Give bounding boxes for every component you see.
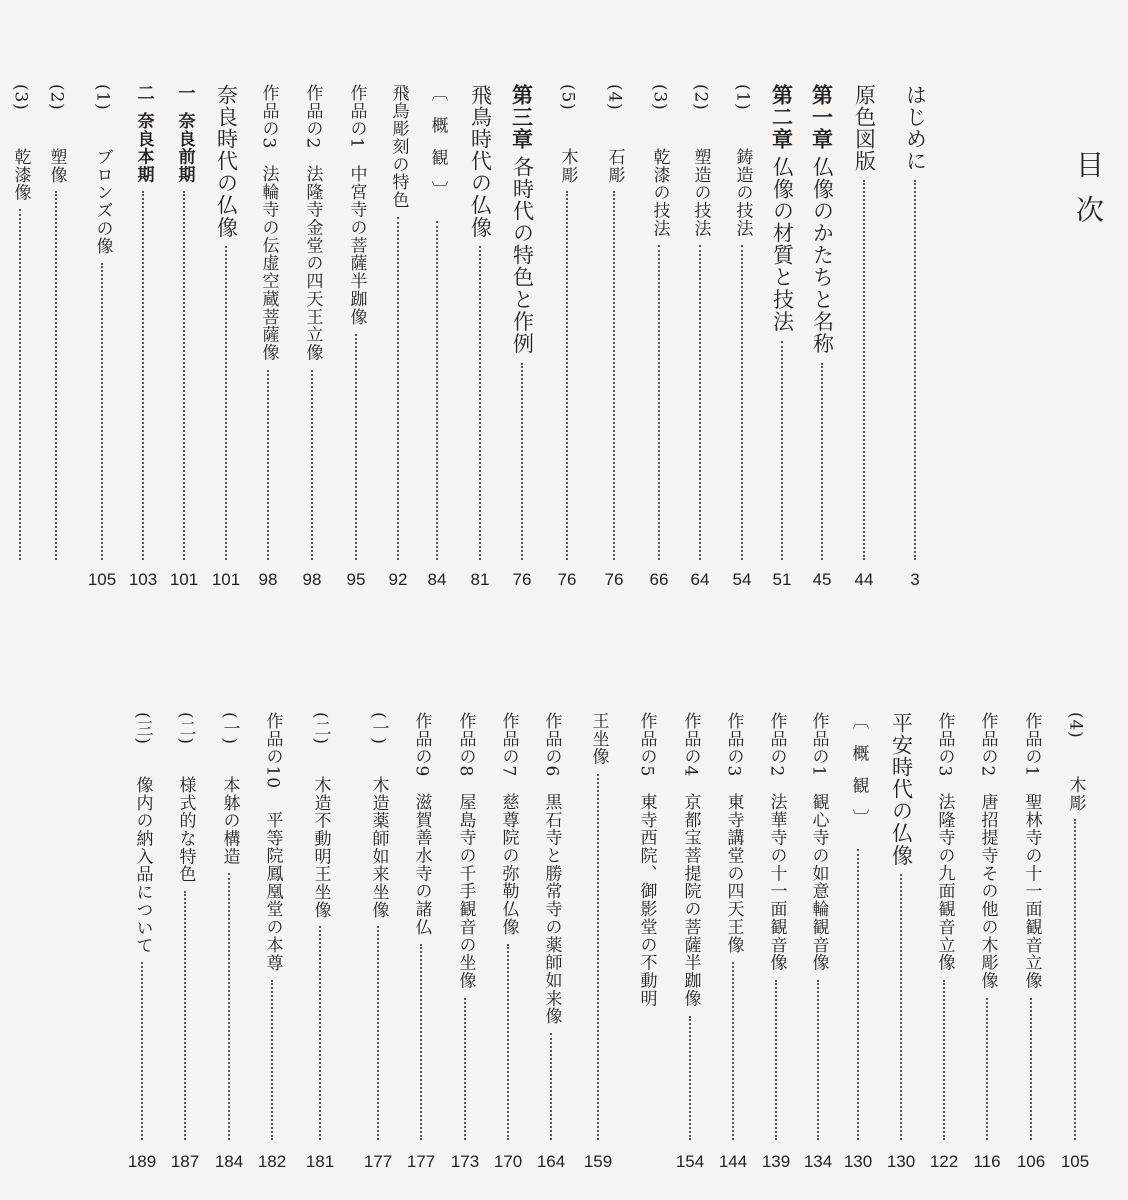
top_block-page-number: 3 <box>910 570 920 589</box>
bottom_block-title: 唐招提寺その他の木彫像 <box>977 793 998 990</box>
top_block-marker: 作品の3 <box>258 84 279 150</box>
bottom_block-title: 〔概観〕 <box>848 712 869 842</box>
bottom_block-page-number: 106 <box>1016 1152 1046 1171</box>
top_block-title: 奈良本期 <box>133 111 154 184</box>
bottom_block-marker: 作品の9 <box>411 712 432 778</box>
top_block-leader <box>436 221 438 560</box>
top_block-title: 乾漆の技法 <box>649 147 670 237</box>
top_block-leader <box>521 363 523 560</box>
top_block-marker: (3) <box>649 84 670 111</box>
bottom_block-title: 様式的な特色 <box>175 775 196 883</box>
bottom_block-title: 京都宝菩提院の菩薩半跏像 <box>680 793 701 1008</box>
top_block-leader <box>55 191 57 560</box>
top_block-marker: (3) <box>10 84 31 111</box>
top_block-marker: 作品の1 <box>346 84 367 150</box>
bottom_block-leader <box>689 1016 691 1140</box>
bottom_block-page-number: 177 <box>406 1152 436 1171</box>
top_block-page-number: 84 <box>427 570 447 589</box>
top_block-title: 仏像の材質と技法 <box>770 156 795 333</box>
top_block-page-number: 54 <box>732 570 752 589</box>
bottom_block-page-number: 105 <box>1060 1152 1090 1171</box>
top_block-leader <box>613 191 615 560</box>
bottom_block-title: 東寺講堂の四天王像 <box>723 793 744 955</box>
bottom_block-title: 屋島寺の千手観音の坐像 <box>455 793 476 990</box>
top_block-page-number: 44 <box>854 570 874 589</box>
top_block-marker: (2) <box>46 84 67 111</box>
top_block-leader <box>566 191 568 560</box>
top_block-page-number: 64 <box>690 570 710 589</box>
bottom_block-page-number: 181 <box>305 1152 335 1171</box>
bottom_block-marker: 作品の3 <box>934 712 955 778</box>
top_block-leader <box>101 263 103 560</box>
top_block-marker: 第三章 <box>509 84 535 151</box>
bottom_block-marker: 作品の8 <box>455 712 476 778</box>
top_block-title: 法輪寺の伝虚空蔵菩薩像 <box>258 165 279 362</box>
top_block-title: 〔概観〕 <box>427 84 448 214</box>
top_block-title: 法隆寺金堂の四天王立像 <box>302 165 323 362</box>
bottom_block-title: 慈尊院の弥勒仏像 <box>498 793 519 937</box>
top_block-leader <box>397 217 399 560</box>
bottom_block-page-number: 154 <box>675 1152 705 1171</box>
bottom_block-marker: 作品の1 <box>1021 712 1042 778</box>
bottom_block-leader <box>319 926 321 1140</box>
top_block-page-number: 76 <box>512 570 532 589</box>
bottom_block-page-number: 122 <box>929 1152 959 1171</box>
bottom_block-page-number: 189 <box>127 1152 157 1171</box>
top_block-leader <box>821 363 823 560</box>
bottom_block-marker: 作品の6 <box>541 712 562 778</box>
bottom_block-leader <box>420 944 422 1140</box>
bottom_block-title: 王坐像 <box>588 712 609 766</box>
top_block-title: 奈良時代の仏像 <box>214 84 239 239</box>
bottom_block-leader <box>986 998 988 1140</box>
bottom_block-leader <box>184 891 186 1140</box>
top_block-title: 奈良前期 <box>174 111 195 184</box>
top_block-page-number: 95 <box>346 570 366 589</box>
bottom_block-title: 法華寺の十一面観音像 <box>766 793 787 972</box>
top_block-marker: 二 <box>133 84 154 102</box>
bottom_block-marker: (4) <box>1065 712 1086 739</box>
bottom_block-title: 木造不動明王坐像 <box>310 775 331 919</box>
top_block-marker: 第一章 <box>809 84 835 151</box>
top_block-title: はじめに <box>903 84 928 173</box>
bottom_block-page-number: 182 <box>257 1152 287 1171</box>
top_block-title: 塑像 <box>46 147 67 184</box>
top_block-page-number: 51 <box>772 570 792 589</box>
bottom_block-leader <box>1030 998 1032 1140</box>
bottom_block-marker: 作品の10 <box>262 712 283 789</box>
bottom_block-page-number: 139 <box>761 1152 791 1171</box>
top_block-marker: 第二章 <box>769 84 795 151</box>
bottom_block-title: 平等院鳳凰堂の本尊 <box>262 811 283 972</box>
bottom_block-page-number: 173 <box>450 1152 480 1171</box>
bottom_block-page-number: 184 <box>214 1152 244 1171</box>
top_block-leader <box>658 245 660 560</box>
bottom_block-leader <box>775 980 777 1140</box>
bottom_block-marker: (一) <box>368 712 389 745</box>
top_block-marker: 作品の2 <box>302 84 323 150</box>
bottom_block-marker: 作品の4 <box>680 712 701 778</box>
bottom_block-page-number: 177 <box>363 1152 393 1171</box>
bottom_block-page-number: 130 <box>886 1152 916 1171</box>
bottom_block-title: 聖林寺の十一面観音立像 <box>1021 793 1042 990</box>
bottom_block-leader <box>271 980 273 1140</box>
top_block-leader <box>225 246 227 560</box>
top_block-leader <box>863 180 865 560</box>
top_block-marker: 一 <box>174 84 195 102</box>
top_block-page-number: 105 <box>87 570 117 589</box>
bottom_block-marker: 作品の3 <box>723 712 744 778</box>
top_block-leader <box>183 191 185 560</box>
top_block-page-number: 81 <box>470 570 490 589</box>
bottom_block-page-number: 134 <box>803 1152 833 1171</box>
bottom_block-marker: 作品の7 <box>498 712 519 778</box>
top_block-leader <box>914 180 916 560</box>
bottom_block-leader <box>732 962 734 1140</box>
bottom_block-leader <box>857 849 859 1140</box>
top_block-title: 仏像のかたちと名称 <box>810 156 835 355</box>
bottom_block-leader <box>377 926 379 1140</box>
top_block-page-number: 76 <box>604 570 624 589</box>
bottom_block-title: 東寺西院、御影堂の不動明 <box>636 793 657 1008</box>
top_block-title: 木彫 <box>557 147 578 184</box>
bottom_block-title: 木造薬師如来坐像 <box>368 775 389 919</box>
bottom_block-page-number: 170 <box>493 1152 523 1171</box>
bottom_block-page-number: 187 <box>170 1152 200 1171</box>
top_block-title: 中宮寺の菩薩半跏像 <box>346 165 367 327</box>
top_block-title: 鋳造の技法 <box>732 147 753 237</box>
bottom_block-leader <box>1074 819 1076 1140</box>
bottom_block-page-number: 130 <box>843 1152 873 1171</box>
top_block-title: 乾漆像 <box>10 147 31 202</box>
bottom_block-title: 法隆寺の九面観音立像 <box>934 793 955 972</box>
bottom_block-marker: (二) <box>310 712 331 745</box>
top_block-title: 飛鳥時代の仏像 <box>468 84 493 239</box>
bottom_block-leader <box>141 962 143 1140</box>
bottom_block-title: 平安時代の仏像 <box>889 712 914 867</box>
top_block-marker: (4) <box>604 84 625 111</box>
bottom_block-marker: (二) <box>175 712 196 745</box>
bottom_block-marker: 作品の1 <box>808 712 829 778</box>
top_block-leader <box>699 245 701 560</box>
top_block-leader <box>311 370 313 560</box>
top_block-title: 各時代の特色と作例 <box>510 156 535 355</box>
bottom_block-leader <box>507 944 509 1140</box>
top_block-title: ブロンズの像 <box>92 147 113 255</box>
bottom_block-title: 本躰の構造 <box>219 775 240 865</box>
top_block-page-number: 98 <box>302 570 322 589</box>
bottom_block-leader <box>464 998 466 1140</box>
top_block-leader <box>142 191 144 560</box>
top_block-page-number: 66 <box>649 570 669 589</box>
top_block-marker: (1) <box>92 84 113 111</box>
top_block-leader <box>355 334 357 560</box>
bottom_block-title: 黒石寺と勝常寺の薬師如来像 <box>541 793 562 1026</box>
top_block-title: 石彫 <box>604 147 625 184</box>
top_block-title: 原色図版 <box>852 84 877 173</box>
bottom_block-title: 像内の納入品について <box>132 775 153 955</box>
top_block-page-number: 76 <box>557 570 577 589</box>
top_block-leader <box>741 245 743 560</box>
bottom_block-page-number: 159 <box>583 1152 613 1171</box>
bottom_block-page-number: 144 <box>718 1152 748 1171</box>
top_block-page-number: 92 <box>388 570 408 589</box>
toc-title: 目次 <box>1072 150 1105 240</box>
bottom_block-leader <box>597 774 599 1140</box>
bottom_block-marker: 作品の5 <box>636 712 657 778</box>
top_block-page-number: 45 <box>812 570 832 589</box>
top_block-leader <box>479 246 481 560</box>
bottom_block-title: 観心寺の如意輪観音像 <box>808 793 829 972</box>
bottom_block-marker: (一) <box>219 712 240 745</box>
top_block-page-number: 101 <box>169 570 199 589</box>
bottom_block-title: 木彫 <box>1065 775 1086 812</box>
top_block-page-number: 98 <box>258 570 278 589</box>
bottom_block-page-number: 164 <box>536 1152 566 1171</box>
top_block-page-number: 101 <box>211 570 241 589</box>
bottom_block-marker: (三) <box>132 712 153 745</box>
top_block-marker: (2) <box>690 84 711 111</box>
bottom_block-leader <box>550 1033 552 1140</box>
top_block-marker: (5) <box>557 84 578 111</box>
bottom_block-leader <box>900 874 902 1140</box>
top_block-title: 塑造の技法 <box>690 147 711 237</box>
bottom_block-title: 滋賀善水寺の諸仏 <box>411 793 432 937</box>
top_block-leader <box>781 341 783 560</box>
top_block-leader <box>19 209 21 560</box>
top_block-leader <box>267 370 269 560</box>
bottom_block-marker: 作品の2 <box>766 712 787 778</box>
bottom_block-leader <box>817 980 819 1140</box>
bottom_block-leader <box>228 873 230 1140</box>
top_block-page-number: 103 <box>128 570 158 589</box>
bottom_block-page-number: 116 <box>973 1152 1001 1171</box>
top_block-marker: (1) <box>732 84 753 111</box>
top_block-title: 飛鳥彫刻の特色 <box>388 84 409 209</box>
bottom_block-leader <box>943 980 945 1140</box>
bottom_block-marker: 作品の2 <box>977 712 998 778</box>
